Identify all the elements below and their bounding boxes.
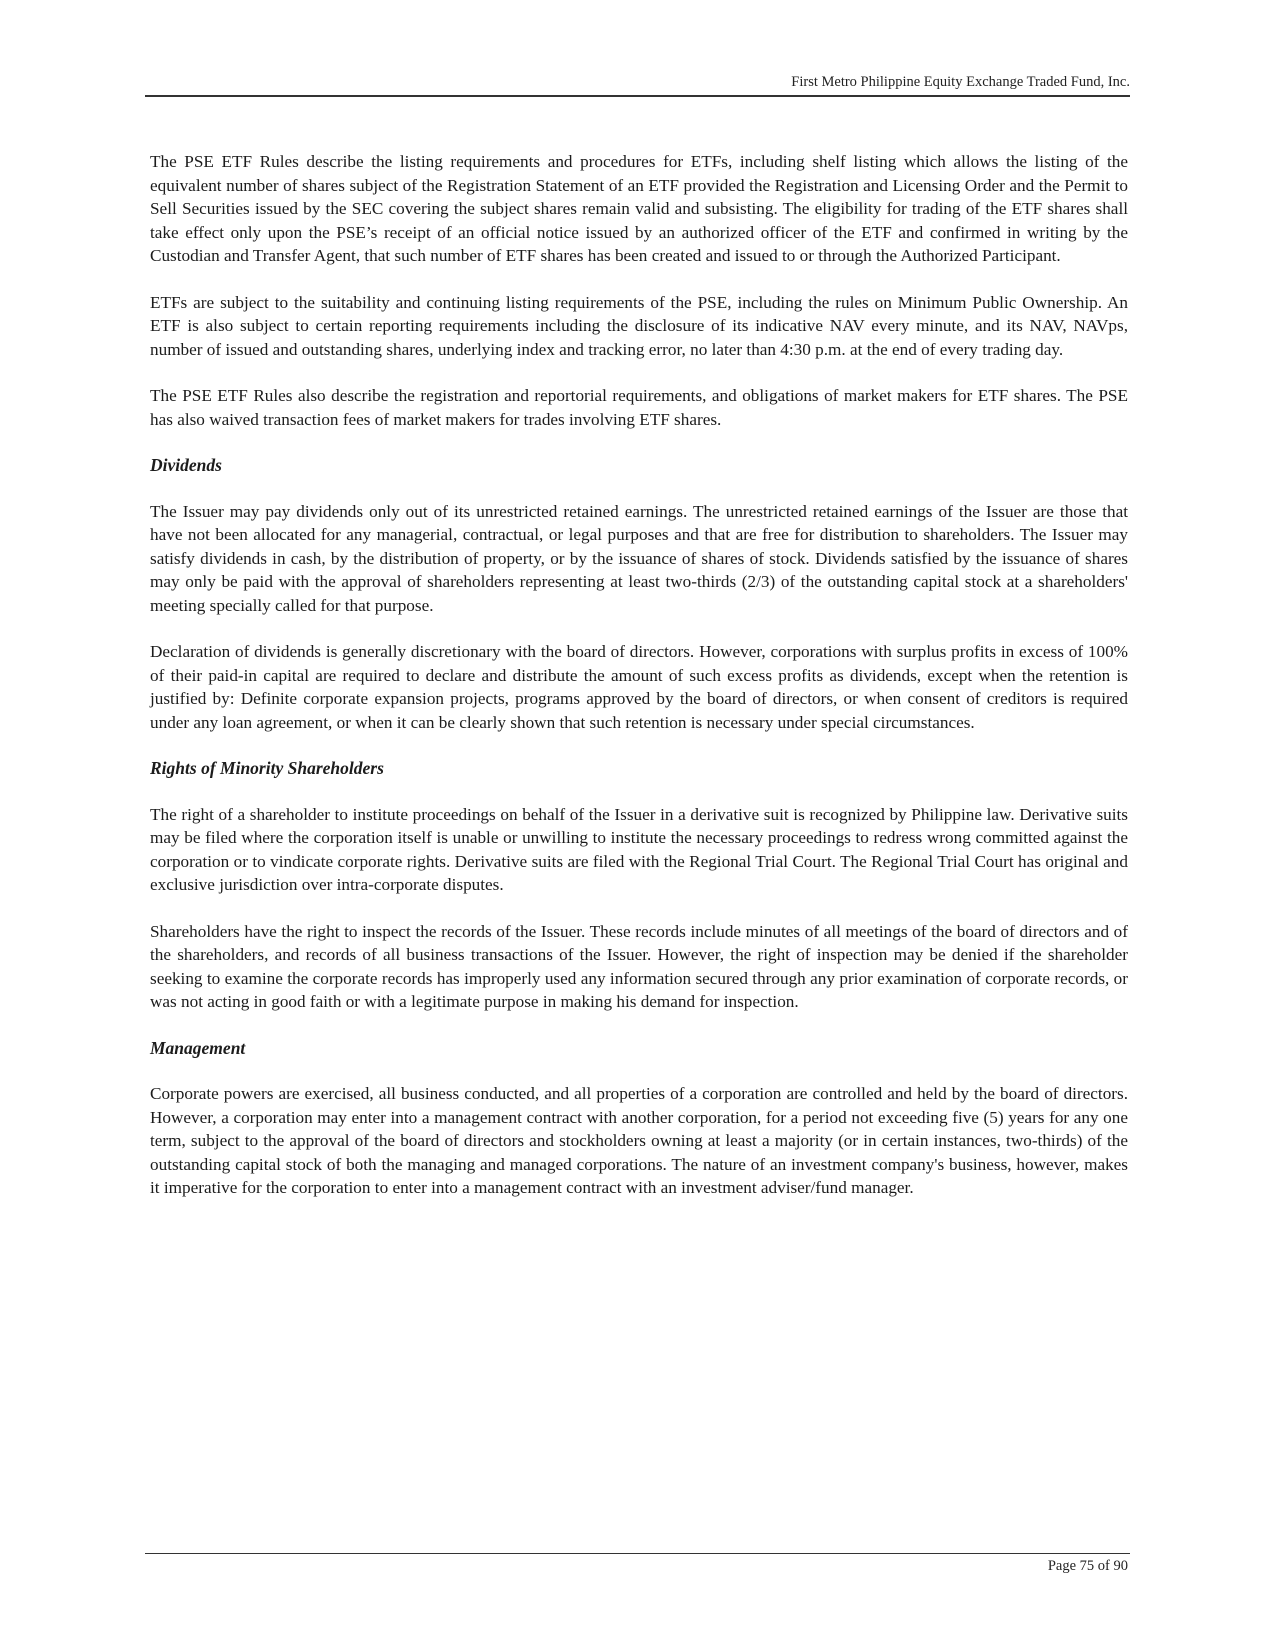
section-heading-minority-rights: Rights of Minority Shareholders — [150, 758, 384, 778]
paragraph-inspection-rights: Shareholders have the right to inspect the records of the Issuer. These records include minutes of all meetings of the board of directors and of the shareholders, and records of all business transactions of the Issuer. However, the right of inspection may be denied if the shareholder seeking to examine the corporate records has improperly used any information secured through any prior examination of corporate records, or was not acting in good faith or with a legitimate purpose in making his demand for inspection. — [150, 921, 1128, 1011]
paragraph-etf-listing: The PSE ETF Rules describe the listing requirements and procedures for ETFs, including shelf listing which allows the listing of the equivalent number of shares subject of the Registration Statement of an ETF provided the Registration and Licensing Order and the Permit to Sell Securities issued by the SEC covering the subject shares remain valid and subsisting. The eligibility for trading of the ETF shares shall take effect only upon the PSE’s receipt of an official notice issued by an authorized officer of the ETF and confirmed in writing by the Custodian and Transfer Agent, that such number of ETF shares has been created and issued to or through the Authorized Participant. — [150, 152, 1128, 265]
paragraph-etf-market-makers: The PSE ETF Rules also describe the registration and reportorial requirements, and obligations of market makers for ETF shares. The PSE has also waived transaction fees of market makers for trades involving ETF shares. — [150, 386, 1128, 429]
footer-divider — [145, 1553, 1130, 1554]
page-number: Page 75 of 90 — [1047, 1558, 1128, 1574]
paragraph-etf-requirements: ETFs are subject to the suitability and continuing listing requirements of the PSE, including the rules on Minimum Public Ownership. An ETF is also subject to certain reporting requirements including the disclosure of its indicative NAV every minute, and its NAV, NAVps, number of issued and outstanding shares, underlying index and tracking error, no later than 4:30 p.m. at the end of every trading day. — [150, 292, 1128, 359]
header-divider — [145, 95, 1130, 97]
document-header-title: First Metro Philippine Equity Exchange Traded Fund, Inc. — [791, 74, 1130, 90]
page-body — [150, 150, 1128, 1223]
section-heading-management: Management — [150, 1037, 246, 1058]
section-heading-dividends: Dividends — [150, 455, 222, 475]
paragraph-dividends-retained-earnings: The Issuer may pay dividends only out of its unrestricted retained earnings. The unrestricted retained earnings of the Issuer are those that have not been allocated for any managerial, contractual, or legal purposes and that are free for distribution to shareholders. The Issuer may satisfy dividends in cash, by the distribution of property, or by the issuance of shares of stock. Dividends satisfied by the issuance of shares may only be paid with the approval of shareholders representing at least two-thirds (2/3) of the outstanding capital stock at a shareholders' meeting specially called for that purpose. — [150, 501, 1128, 615]
paragraph-derivative-suits: The right of a shareholder to institute proceedings on behalf of the Issuer in a derivative suit is recognized by Philippine law. Derivative suits may be filed where the corporation itself is unable or unwilling to institute the necessary proceedings to redress wrong committed against the corporation or to vindicate corporate rights. Derivative suits are filed with the Regional Trial Court. The Regional Trial Court has original and exclusive jurisdiction over intra-corporate disputes. — [150, 804, 1128, 894]
paragraph-management-contract: Corporate powers are exercised, all business conducted, and all properties of a corporation are controlled and held by the board of directors. However, a corporation may enter into a management contract with another corporation, for a period not exceeding five (5) years for any one term, subject to the approval of the board of directors and stockholders owning at least a majority (or in certain instances, two-thirds) of the outstanding capital stock of both the managing and managed corporations. The nature of an investment company's business, however, makes it imperative for the corporation to enter into a management contract with an investment adviser/fund manager. — [150, 1084, 1128, 1197]
paragraph-dividends-declaration: Declaration of dividends is generally discretionary with the board of directors. However, corporations with surplus profits in excess of 100% of their paid-in capital are required to declare and distribute the amount of such excess profits as dividends, except when the retention is justified by: Definite corporate expansion projects, programs approved by the board of directors, or when consent of creditors is required under any loan agreement, or when it can be clearly shown that such retention is necessary under special circumstances. — [150, 642, 1128, 732]
